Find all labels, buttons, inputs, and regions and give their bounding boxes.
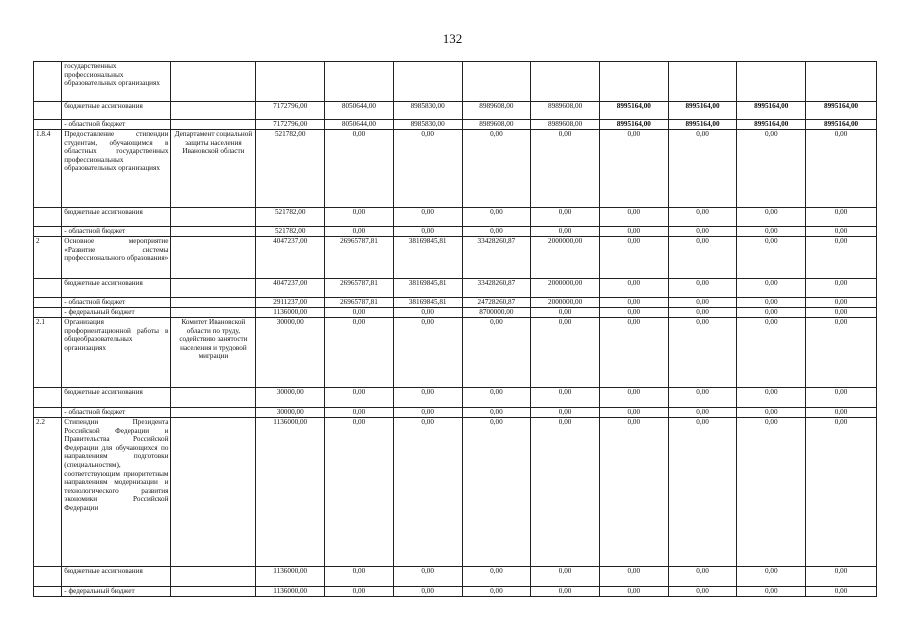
table-row — [34, 208, 877, 227]
row-value-cell: 0,00 — [531, 318, 600, 388]
row-value-cell: 8995164,00 — [668, 102, 737, 120]
row-name-cell: Основное мероприятие «Развитие системы профессионального образования» — [62, 237, 171, 279]
row-value-cell: 0,00 — [531, 388, 600, 408]
table-row — [34, 237, 877, 279]
row-code-cell — [34, 62, 62, 102]
row-value-cell: 0,00 — [806, 227, 877, 237]
row-code-cell: 2.2 — [34, 418, 62, 567]
row-value-cell: 0,00 — [393, 308, 462, 318]
row-value-cell: 0,00 — [668, 237, 737, 279]
row-value-cell: 0,00 — [462, 208, 531, 227]
row-executor-cell — [171, 308, 256, 318]
row-value-cell: 0,00 — [806, 208, 877, 227]
row-value-cell: 0,00 — [737, 418, 806, 567]
row-executor-cell: Департамент социальной защиты населения Ивановской области — [171, 130, 256, 208]
row-value-cell: 0,00 — [325, 208, 394, 227]
row-value-cell: 0,00 — [325, 567, 394, 587]
row-value-cell: 1136000,00 — [256, 587, 325, 597]
row-code-cell — [34, 120, 62, 130]
row-value-cell — [599, 62, 668, 102]
row-value-cell: 0,00 — [668, 298, 737, 308]
row-code-cell — [34, 388, 62, 408]
row-code-cell — [34, 308, 62, 318]
row-value-cell: 0,00 — [806, 418, 877, 567]
row-value-cell: 7172796,00 — [256, 102, 325, 120]
row-value-cell — [737, 62, 806, 102]
row-value-cell: 0,00 — [531, 567, 600, 587]
row-value-cell: 521782,00 — [256, 130, 325, 208]
row-value-cell: 0,00 — [737, 388, 806, 408]
row-value-cell: 0,00 — [393, 388, 462, 408]
row-value-cell: 0,00 — [462, 567, 531, 587]
row-executor-cell — [171, 208, 256, 227]
row-name-cell: - областной бюджет — [62, 120, 171, 130]
row-name-cell: Стипендии Президента Российской Федерации и Правительства Российской Федерации для обучающихся по направлениям подготовки (специальностям), соответствующим приоритетным направлениям модернизации и технологического развития экономики Российской Федерации — [62, 418, 171, 567]
row-value-cell: 33428260,87 — [462, 279, 531, 298]
row-code-cell — [34, 102, 62, 120]
row-value-cell: 38169845,81 — [393, 298, 462, 308]
row-value-cell: 2000000,00 — [531, 237, 600, 279]
row-value-cell: 0,00 — [806, 308, 877, 318]
row-name-cell: - федеральный бюджет — [62, 308, 171, 318]
row-value-cell: 0,00 — [806, 408, 877, 418]
row-value-cell: 24728260,87 — [462, 298, 531, 308]
row-value-cell: 0,00 — [393, 227, 462, 237]
table-row — [34, 298, 877, 308]
row-value-cell: 0,00 — [806, 130, 877, 208]
row-code-cell: 2.1 — [34, 318, 62, 388]
row-value-cell: 0,00 — [806, 567, 877, 587]
row-value-cell: 0,00 — [531, 587, 600, 597]
row-name-cell: государственных профессиональных образовательных организациях — [62, 62, 171, 102]
row-value-cell: 0,00 — [599, 408, 668, 418]
row-value-cell: 521782,00 — [256, 208, 325, 227]
row-value-cell: 0,00 — [737, 130, 806, 208]
row-value-cell: 0,00 — [737, 208, 806, 227]
row-value-cell: 1136000,00 — [256, 418, 325, 567]
table-body — [34, 62, 877, 597]
row-value-cell: 8995164,00 — [806, 120, 877, 130]
row-value-cell: 0,00 — [668, 408, 737, 418]
row-name-cell: бюджетные ассигнования — [62, 567, 171, 587]
row-executor-cell — [171, 418, 256, 567]
row-value-cell: 0,00 — [737, 408, 806, 418]
row-value-cell: 8985830,00 — [393, 120, 462, 130]
row-value-cell: 0,00 — [668, 208, 737, 227]
row-value-cell: 8995164,00 — [599, 120, 668, 130]
row-value-cell: 0,00 — [599, 567, 668, 587]
table-row — [34, 227, 877, 237]
table-row — [34, 567, 877, 587]
row-value-cell: 0,00 — [737, 567, 806, 587]
row-value-cell: 0,00 — [325, 130, 394, 208]
row-value-cell: 30000,00 — [256, 408, 325, 418]
row-value-cell: 0,00 — [599, 130, 668, 208]
row-value-cell: 0,00 — [668, 279, 737, 298]
row-value-cell: 0,00 — [531, 308, 600, 318]
row-value-cell: 0,00 — [737, 318, 806, 388]
row-value-cell: 0,00 — [462, 388, 531, 408]
row-value-cell: 0,00 — [668, 318, 737, 388]
row-name-cell: бюджетные ассигнования — [62, 388, 171, 408]
row-value-cell: 0,00 — [668, 130, 737, 208]
row-value-cell: 0,00 — [325, 587, 394, 597]
row-value-cell: 8995164,00 — [737, 120, 806, 130]
row-value-cell: 0,00 — [531, 208, 600, 227]
row-name-cell: бюджетные ассигнования — [62, 208, 171, 227]
row-value-cell: 0,00 — [325, 308, 394, 318]
row-value-cell — [462, 62, 531, 102]
row-value-cell: 0,00 — [599, 587, 668, 597]
row-name-cell: - областной бюджет — [62, 408, 171, 418]
row-value-cell: 0,00 — [668, 418, 737, 567]
row-code-cell: 1.8.4 — [34, 130, 62, 208]
row-executor-cell — [171, 62, 256, 102]
row-value-cell: 0,00 — [737, 298, 806, 308]
row-value-cell — [325, 62, 394, 102]
row-value-cell: 0,00 — [462, 418, 531, 567]
row-value-cell: 0,00 — [668, 388, 737, 408]
row-value-cell: 0,00 — [531, 408, 600, 418]
row-value-cell: 0,00 — [325, 388, 394, 408]
row-value-cell: 0,00 — [393, 318, 462, 388]
table-row — [34, 587, 877, 597]
row-value-cell: 0,00 — [599, 279, 668, 298]
row-value-cell: 8995164,00 — [599, 102, 668, 120]
row-executor-cell — [171, 227, 256, 237]
row-value-cell: 0,00 — [393, 418, 462, 567]
row-value-cell: 8050644,00 — [325, 102, 394, 120]
row-value-cell: 0,00 — [393, 567, 462, 587]
row-code-cell — [34, 298, 62, 308]
row-value-cell: 0,00 — [599, 418, 668, 567]
row-value-cell: 0,00 — [393, 587, 462, 597]
row-name-cell: - областной бюджет — [62, 298, 171, 308]
row-value-cell: 7172796,00 — [256, 120, 325, 130]
row-executor-cell — [171, 237, 256, 279]
row-value-cell: 0,00 — [737, 587, 806, 597]
row-value-cell: 0,00 — [806, 237, 877, 279]
row-value-cell: 0,00 — [599, 318, 668, 388]
row-executor-cell — [171, 567, 256, 587]
row-value-cell: 8995164,00 — [806, 102, 877, 120]
row-executor-cell — [171, 408, 256, 418]
row-value-cell: 0,00 — [806, 587, 877, 597]
row-value-cell — [668, 62, 737, 102]
row-value-cell: 8989608,00 — [531, 120, 600, 130]
row-value-cell — [256, 62, 325, 102]
row-executor-cell — [171, 587, 256, 597]
table-row — [34, 279, 877, 298]
row-value-cell: 8995164,00 — [668, 120, 737, 130]
row-value-cell: 8995164,00 — [737, 102, 806, 120]
row-executor-cell — [171, 279, 256, 298]
row-value-cell: 0,00 — [599, 298, 668, 308]
row-value-cell: 0,00 — [462, 318, 531, 388]
row-value-cell: 0,00 — [668, 587, 737, 597]
row-value-cell: 26965787,81 — [325, 298, 394, 308]
row-value-cell: 8989608,00 — [462, 120, 531, 130]
row-value-cell: 0,00 — [462, 408, 531, 418]
row-value-cell: 0,00 — [325, 318, 394, 388]
row-executor-cell — [171, 120, 256, 130]
row-code-cell: 2 — [34, 237, 62, 279]
row-value-cell: 0,00 — [668, 308, 737, 318]
row-value-cell: 2911237,00 — [256, 298, 325, 308]
row-value-cell: 0,00 — [806, 388, 877, 408]
row-code-cell — [34, 279, 62, 298]
row-value-cell — [806, 62, 877, 102]
table-row — [34, 418, 877, 567]
row-value-cell: 0,00 — [462, 130, 531, 208]
page-number: 132 — [442, 31, 463, 46]
row-name-cell: - федеральный бюджет — [62, 587, 171, 597]
row-code-cell — [34, 227, 62, 237]
table-row — [34, 62, 877, 102]
table-row — [34, 308, 877, 318]
row-value-cell: 8700000,00 — [462, 308, 531, 318]
row-name-cell: бюджетные ассигнования — [62, 102, 171, 120]
row-value-cell: 8985830,00 — [393, 102, 462, 120]
table-row — [34, 408, 877, 418]
table-row — [34, 120, 877, 130]
row-name-cell: бюджетные ассигнования — [62, 279, 171, 298]
row-value-cell: 26965787,81 — [325, 279, 394, 298]
row-value-cell: 8050644,00 — [325, 120, 394, 130]
table-row — [34, 388, 877, 408]
row-executor-cell — [171, 102, 256, 120]
row-value-cell: 30000,00 — [256, 388, 325, 408]
row-value-cell: 0,00 — [393, 408, 462, 418]
row-value-cell: 0,00 — [668, 227, 737, 237]
row-value-cell: 0,00 — [531, 130, 600, 208]
row-value-cell: 0,00 — [599, 227, 668, 237]
row-value-cell: 0,00 — [737, 227, 806, 237]
row-value-cell: 0,00 — [599, 308, 668, 318]
row-value-cell: 0,00 — [393, 130, 462, 208]
row-value-cell: 0,00 — [599, 208, 668, 227]
row-code-cell — [34, 408, 62, 418]
row-value-cell: 521782,00 — [256, 227, 325, 237]
row-value-cell: 0,00 — [599, 388, 668, 408]
row-value-cell: 0,00 — [806, 298, 877, 308]
table-row — [34, 130, 877, 208]
row-value-cell — [531, 62, 600, 102]
row-value-cell: 38169845,81 — [393, 279, 462, 298]
row-value-cell: 0,00 — [668, 567, 737, 587]
row-value-cell: 0,00 — [737, 237, 806, 279]
row-code-cell — [34, 587, 62, 597]
row-value-cell: 4047237,00 — [256, 237, 325, 279]
row-value-cell: 0,00 — [806, 279, 877, 298]
row-executor-cell: Комитет Ивановской области по труду, содействию занятости населения и трудовой миграции — [171, 318, 256, 388]
row-value-cell: 33428260,87 — [462, 237, 531, 279]
row-name-cell: - областной бюджет — [62, 227, 171, 237]
table-row — [34, 102, 877, 120]
row-value-cell: 2000000,00 — [531, 279, 600, 298]
row-name-cell: Организация профориентационной работы в общеобразовательных организациях — [62, 318, 171, 388]
row-value-cell: 26965787,81 — [325, 237, 394, 279]
budget-table — [33, 61, 877, 597]
row-value-cell: 30000,00 — [256, 318, 325, 388]
row-value-cell: 0,00 — [531, 227, 600, 237]
row-value-cell: 1136000,00 — [256, 308, 325, 318]
row-value-cell: 4047237,00 — [256, 279, 325, 298]
table-row — [34, 318, 877, 388]
row-value-cell: 0,00 — [325, 227, 394, 237]
row-value-cell: 38169845,81 — [393, 237, 462, 279]
row-value-cell: 0,00 — [806, 318, 877, 388]
row-value-cell: 1136000,00 — [256, 567, 325, 587]
row-executor-cell — [171, 298, 256, 308]
row-value-cell: 0,00 — [325, 418, 394, 567]
row-value-cell: 0,00 — [393, 208, 462, 227]
row-value-cell — [393, 62, 462, 102]
row-code-cell — [34, 567, 62, 587]
row-name-cell: Предоставление стипендии студентам, обучающимся в областных государственных профессиональных образовательных организациях — [62, 130, 171, 208]
row-value-cell: 0,00 — [462, 227, 531, 237]
row-value-cell: 0,00 — [531, 418, 600, 567]
row-value-cell: 0,00 — [462, 587, 531, 597]
row-value-cell: 8989608,00 — [531, 102, 600, 120]
row-value-cell: 8989608,00 — [462, 102, 531, 120]
row-value-cell: 0,00 — [737, 279, 806, 298]
row-executor-cell — [171, 388, 256, 408]
row-value-cell: 0,00 — [737, 308, 806, 318]
row-code-cell — [34, 208, 62, 227]
row-value-cell: 0,00 — [599, 237, 668, 279]
row-value-cell: 0,00 — [325, 408, 394, 418]
row-value-cell: 2000000,00 — [531, 298, 600, 308]
